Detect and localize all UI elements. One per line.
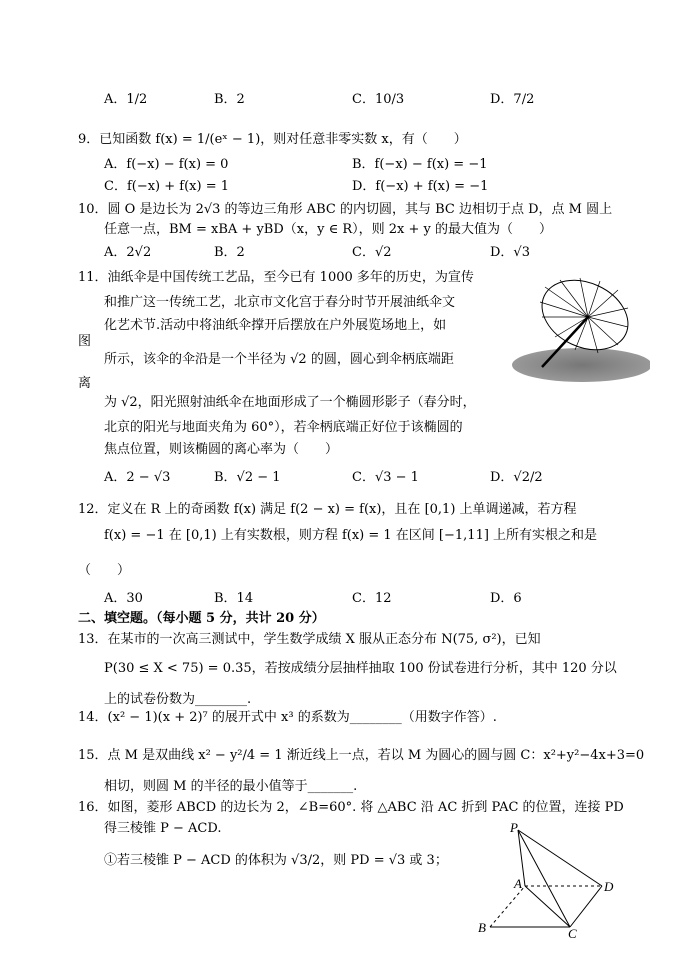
umbrella-shadow <box>512 348 650 382</box>
q13-line3: 上的试卷份数为________. <box>104 692 252 707</box>
q11-line8: 北京的阳光与地面夹角为 60°），若伞柄底端正好位于该椭圆的 <box>104 420 463 435</box>
q11-option-a: A．2 − √3 <box>104 470 171 485</box>
pyramid-diagram <box>470 820 620 940</box>
q11-line4: 图 <box>78 334 92 349</box>
q9-option-a: A．f(−x) − f(x) = 0 <box>104 157 229 172</box>
q11-line1: 11．油纸伞是中国传统工艺品，至今已有 1000 多年的历史，为宣传 <box>78 270 474 285</box>
q8-option-b: B．2 <box>214 92 245 107</box>
q15-line1: 15．点 M 是双曲线 x² − y²/4 = 1 渐近线上一点，若以 M 为圆心的圆与圆 C：x²+y²−4x+3=0 <box>78 748 645 763</box>
q11-line9: 焦点位置，则该椭圆的离心率为（ ） <box>104 442 339 457</box>
label-d: D <box>604 879 614 894</box>
q12-line2: f(x) = −1 在 [0,1) 上有实数根，则方程 f(x) = 1 在区间 [−1,11] 上所有实根之和是 <box>104 528 598 543</box>
umbrella-illustration <box>500 275 650 385</box>
label-c: C <box>568 926 577 940</box>
q9-stem: 9．已知函数 f(x) = 1/(eˣ − 1)，则对任意非零实数 x，有（ ） <box>78 132 467 147</box>
q11-option-c: C．√3 − 1 <box>352 470 419 485</box>
q12-line1: 12．定义在 R 上的奇函数 f(x) 满足 f(2 − x) = f(x)，且在 [0,1) 上单调递减，若方程 <box>78 502 577 517</box>
q10-option-c: C．√2 <box>352 245 392 260</box>
q16-line2: 得三棱锥 P − ACD. <box>104 821 222 836</box>
q11-line7: 为 √2，阳光照射油纸伞在地面形成了一个椭圆形影子（春分时， <box>104 395 476 410</box>
q10-option-d: D．√3 <box>490 245 530 260</box>
q13-line2: P(30 ≤ X < 75) = 0.35，若按成绩分层抽样抽取 100 份试卷进行分析，其中 120 分以 <box>104 661 617 676</box>
q11-option-b: B．√2 − 1 <box>214 470 281 485</box>
label-p: P <box>510 820 518 835</box>
q12-option-d: D．6 <box>490 591 522 606</box>
q10-line2: 任意一点，BM = xBA + yBD（x，y ∈ R），则 2x + y 的最大值为（ ） <box>104 222 552 237</box>
q10-option-b: B．2 <box>214 245 245 260</box>
label-b: B <box>478 920 486 935</box>
q14-line: 14．(x² − 1)(x + 2)⁷ 的展开式中 x³ 的系数为________（用数字作答）. <box>78 710 497 725</box>
q9-option-b: B．f(−x) − f(x) = −1 <box>352 157 488 172</box>
q11-line6: 离 <box>78 376 92 391</box>
q8-option-a: A．1/2 <box>104 92 148 107</box>
q11-line3: 化艺术节.活动中将油纸伞撑开后摆放在户外展览场地上，如 <box>104 318 447 333</box>
label-a: A <box>514 876 522 891</box>
q10-line1: 10．圆 O 是边长为 2√3 的等边三角形 ABC 的内切圆，其与 BC 边相切于点 D，点 M 圆上 <box>78 202 613 217</box>
q12-option-c: C．12 <box>352 591 392 606</box>
q8-option-c: C．10/3 <box>352 92 405 107</box>
q11-option-d: D．√2/2 <box>490 470 543 485</box>
q12-option-b: B．14 <box>214 591 254 606</box>
q10-option-a: A．2√2 <box>104 245 152 260</box>
q13-line1: 13．在某市的一次高三测试中，学生数学成绩 X 服从正态分布 N(75, σ²)，已知 <box>78 632 541 647</box>
section-2-heading: 二、填空题。（每小题 5 分，共计 20 分） <box>78 611 325 626</box>
q12-option-a: A．30 <box>104 591 143 606</box>
q8-option-d: D．7/2 <box>490 92 535 107</box>
q16-line1: 16．如图，菱形 ABCD 的边长为 2，∠B=60°. 将 △ABC 沿 AC 折到 PAC 的位置，连接 PD <box>78 800 624 815</box>
q15-line2: 相切，则圆 M 的半径的最小值等于_______. <box>104 779 358 794</box>
q16-line3: ①若三棱锥 P − ACD 的体积为 √3/2，则 PD = √3 或 3； <box>104 853 448 868</box>
q11-line2: 和推广这一传统工艺，北京市文化宫于春分时节开展油纸伞文 <box>104 295 456 310</box>
q9-option-c: C．f(−x) + f(x) = 1 <box>104 179 229 194</box>
q9-option-d: D．f(−x) + f(x) = −1 <box>352 179 489 194</box>
q11-line5: 所示，该伞的伞沿是一个半径为 √2 的圆，圆心到伞柄底端距 <box>104 352 454 367</box>
q12-line3: （ ） <box>78 563 131 578</box>
